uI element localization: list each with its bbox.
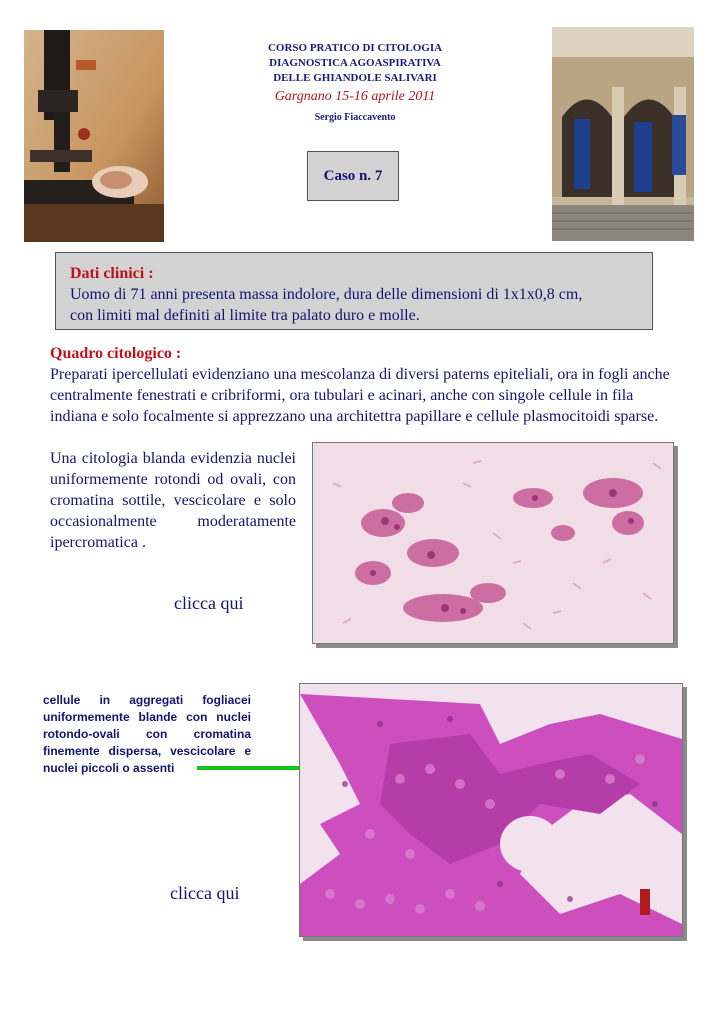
course-title-line2: DIAGNOSTICA AGOASPIRATIVA <box>269 57 441 69</box>
cytology-heading: Quadro citologico : <box>50 345 182 362</box>
clinical-data-box <box>55 252 653 330</box>
course-title-line1: CORSO PRATICO DI CITOLOGIA <box>267 42 443 54</box>
clinical-heading: Dati clinici : <box>70 265 154 282</box>
link-clicca-qui-2[interactable]: clicca qui <box>170 883 240 903</box>
cytology-paragraph1: Preparati ipercellulati evidenziano una mescolanza di diversi paterns epiteliali, ora in fogli anche centralmente fenestrati e cribriformi, ora tubulari e acinari, anche con singole cellule in fila indiana e solo focalmente si apprezzano una architettra papillare e cellule plasmocitoidi sparse. <box>50 366 670 425</box>
micrograph-caption: cellule in aggregati fogliacei uniformemente blande con nuclei rotondo-ovali con cromatina finemente dispersa, vescicolare e nuclei piccoli o assenti <box>43 693 251 775</box>
cytology-section <box>50 343 678 427</box>
course-author: Sergio Fiaccavento <box>314 112 396 123</box>
case-number-box <box>307 151 399 201</box>
cytology-paragraph2: Una citologia blanda evidenzia nuclei uniformemente rotondi od ovali, con cromatina sottile, vescicolare e solo occasionalmente moderatamente ipercromatica . <box>50 450 296 551</box>
course-date: Gargnano 15-16 aprile 2011 <box>274 89 436 104</box>
case-number-label: Caso n. 7 <box>323 167 383 184</box>
building-photo <box>552 27 694 241</box>
microscope-photo <box>24 30 164 242</box>
clinical-line2: con limiti mal definiti al limite tra palato duro e molle. <box>70 307 420 324</box>
course-title-line3: DELLE GHIANDOLE SALIVARI <box>273 72 437 84</box>
link-clicca-qui-1[interactable]: clicca qui <box>174 593 244 613</box>
clinical-line1: Uomo di 71 anni presenta massa indolore, dura delle dimensioni di 1x1x0,8 cm, <box>70 286 583 303</box>
micrograph-2[interactable] <box>299 683 683 937</box>
micrograph-1[interactable] <box>312 442 674 644</box>
